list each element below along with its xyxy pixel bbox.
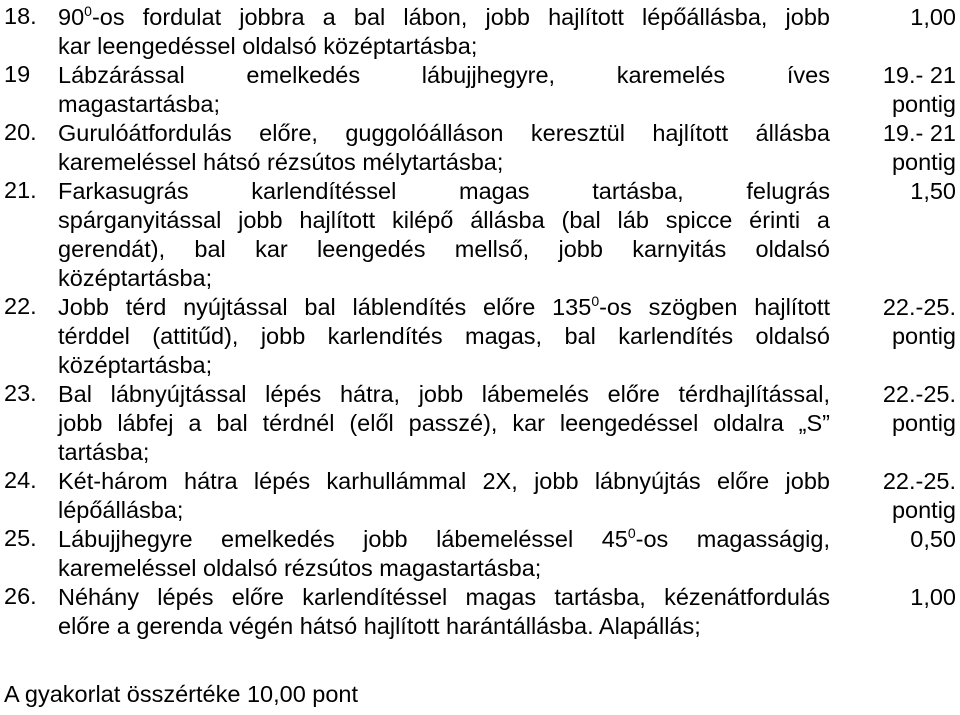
item-text-line: középtartásba;	[58, 265, 213, 291]
item-text-line: Néhány lépés előre karlendítéssel magas tartásba, kézenátfordulás	[58, 584, 830, 610]
item-score: 19.- 21	[882, 120, 956, 146]
item-score: 0,50	[910, 526, 956, 552]
item-score: 22.-25.	[882, 468, 956, 494]
item-number: 22.	[4, 293, 37, 319]
item-text-line: Lábujjhegyre emelkedés jobb lábemeléssel $45^0-os$ magasságig,	[58, 525, 831, 552]
item-score: 1,00	[910, 584, 956, 610]
item-text-line: előre a gerenda végén hátsó hajlított harántállásba. Alapállás;	[58, 613, 701, 639]
item-score: 19.- 21	[882, 62, 956, 88]
item-number: 21.	[4, 177, 37, 203]
item-text-line: lépőállásba;	[58, 497, 184, 523]
item-text-line: karemeléssel hátsó rézsútos mélytartásba;	[58, 149, 504, 175]
item-text-line: Két-három hátra lépés karhullámmal 2X, jobb lábnyújtás előre jobb	[58, 468, 830, 494]
item-number: 18.	[4, 3, 37, 29]
item-text-line: tartásba;	[58, 439, 150, 465]
item-score: 22.-25.	[882, 381, 956, 407]
item-score-unit: pontig	[891, 91, 956, 117]
item-text-line: térddel (attitűd), jobb karlendítés magas, bal karlendítés oldalsó	[58, 323, 830, 349]
item-number: 19	[4, 61, 31, 87]
item-number: 24.	[4, 467, 37, 493]
item-score-unit: pontig	[891, 410, 956, 436]
item-text-line: jobb lábfej a bal térdnél (elől passzé), kar leengedéssel oldalra „S”	[58, 410, 830, 436]
item-text-line: karemeléssel oldalsó rézsútos magastartásba;	[58, 555, 542, 581]
item-score-unit: pontig	[891, 323, 956, 349]
item-score-unit: pontig	[891, 497, 956, 523]
item-text-line: magastartásba;	[58, 91, 220, 117]
item-text-line: kar leengedéssel oldalsó középtartásba;	[58, 33, 478, 59]
item-number: 26.	[4, 583, 37, 609]
item-text-line: Gurulóátfordulás előre, guggolóálláson keresztül hajlított állásba	[58, 120, 830, 146]
item-text-line: középtartásba;	[58, 352, 213, 378]
item-text-line: Farkasugrás karlendítéssel magas tartásba, felugrás	[58, 178, 830, 204]
item-score: 1,50	[910, 178, 956, 204]
item-score-unit: pontig	[891, 149, 956, 175]
item-text-line: $90^0-os$ fordulat jobbra a bal lábon, jobb hajlított lépőállásba, jobb	[58, 3, 830, 30]
item-text-line: Bal lábnyújtással lépés hátra, jobb lábemelés előre térdhajlítással,	[58, 381, 830, 407]
item-score: 1,00	[910, 4, 956, 30]
item-text-line: spárganyitással jobb hajlított kilépő állásba (bal láb spicce érinti a	[58, 207, 830, 233]
item-score: 22.-25.	[882, 294, 956, 320]
item-text-line: Jobb térd nyújtással bal láblendítés előre $135^0-os$ szögben hajlított	[58, 293, 830, 320]
item-number: 20.	[4, 119, 37, 145]
item-number: 23.	[4, 380, 37, 406]
total-score-note: A gyakorlat összértéke 10,00 pont	[4, 681, 359, 707]
item-number: 25.	[4, 525, 37, 551]
item-text-line: Lábzárással emelkedés lábujjhegyre, karemelés íves	[58, 62, 830, 88]
item-text-line: gerendát), bal kar leengedés mellső, jobb karnyitás oldalsó	[58, 236, 830, 262]
